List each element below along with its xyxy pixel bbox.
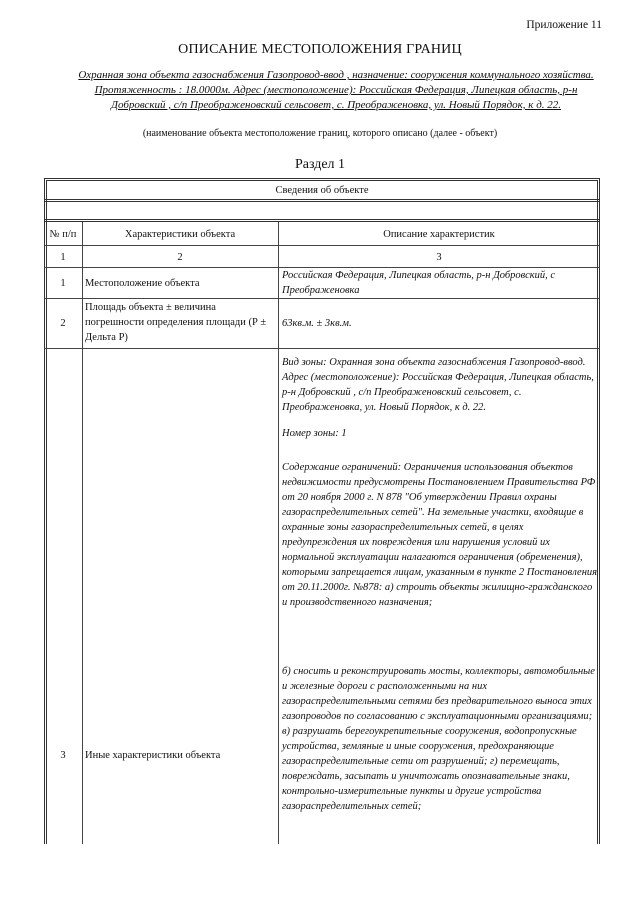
document-title: ОПИСАНИЕ МЕСТОПОЛОЖЕНИЯ ГРАНИЦ: [178, 42, 462, 57]
column-number: 3: [436, 252, 442, 263]
object-description: Охранная зона объекта газоснабжения Газопровод-ввод , назначение: сооружения коммунального хозяйства. Протяженность : 18.0000м. Адрес (местоположение): Российская Федерация, Липецкая область, р-н Добровский , с/п Преображеновский сельсовет, с. Преображеновка, ул. Новый Порядок, к д. 22.: [78, 69, 594, 111]
appendix-label: Приложение 11: [526, 19, 602, 31]
section-title: Раздел 1: [294, 157, 346, 172]
column-number: 1: [60, 252, 66, 263]
divider: [44, 199, 600, 202]
row-description: б) сносить и реконструировать мосты, коллекторы, автомобильные и железные дороги с расположенными на них газораспределительными сетями без предварительного выноса этих газопроводов по согласованию с эксплуатационными организациями; в) разрушать берегоукрепительные сооружения, водопропускные устройства, земляные и иные сооружения, предохраняющие газораспределительные сети от разрушений; г) перемещать, повреждать, засыпать и уничтожать опознавательные знаки, контрольно-измерительные пункты и другие устройства газораспределительных сетей;: [282, 666, 595, 812]
row-number: 3: [60, 750, 66, 761]
column-header-characteristic: Характеристики объекта: [124, 229, 236, 240]
row-characteristic: Площадь объекта ± величина погрешности определения площади (Р ± Дельта Р): [85, 302, 267, 343]
column-header-number: № п/п: [49, 229, 77, 240]
table-title: Сведения об объекте: [275, 185, 369, 196]
row-description: Содержание ограничений: Ограничения использования объектов недвижимости предусмотрены Постановлением Правительства РФ от 20 ноября 2000 г. N 878 "Об утверждении Правил охраны газораспределительных сетей". На земельные участки, входящие в охранные зоны газораспределительных сетей, в целях предупреждения их повреждения или нарушения условий их нормальной эксплуатации налагаются ограничения (обременения), которыми запрещается лицам, указанным в пункте 2 Постановления от 20.11.2000г. №878: а) строить объекты жилищно-гражданского и производственного назначения;: [282, 462, 598, 608]
row-description: Номер зоны: 1: [282, 428, 347, 439]
row-characteristic: Иные характеристики объекта: [85, 750, 221, 761]
row-description: Вид зоны: Охранная зона объекта газоснабжения Газопровод-ввод. Адрес (местоположение): Российская Федерация, Липецкая область, р-н Добровский , с/п Преображеновский сельсовет, с. Преображеновка, ул. Новый Порядок, к д. 22.: [282, 357, 594, 413]
row-description: Российская Федерация, Липецкая область, р-н Добровский, с Преображеновка: [282, 270, 556, 296]
row-number: 1: [60, 278, 66, 289]
object-caption: (наименование объекта местоположение границ, которого описано (далее - объект): [142, 128, 498, 139]
row-characteristic: Местоположение объекта: [85, 278, 200, 289]
column-number: 2: [177, 252, 183, 263]
column-header-description: Описание характеристик: [383, 229, 495, 240]
row-number: 2: [60, 318, 66, 329]
row-description: 63кв.м. ± 3кв.м.: [282, 318, 352, 329]
